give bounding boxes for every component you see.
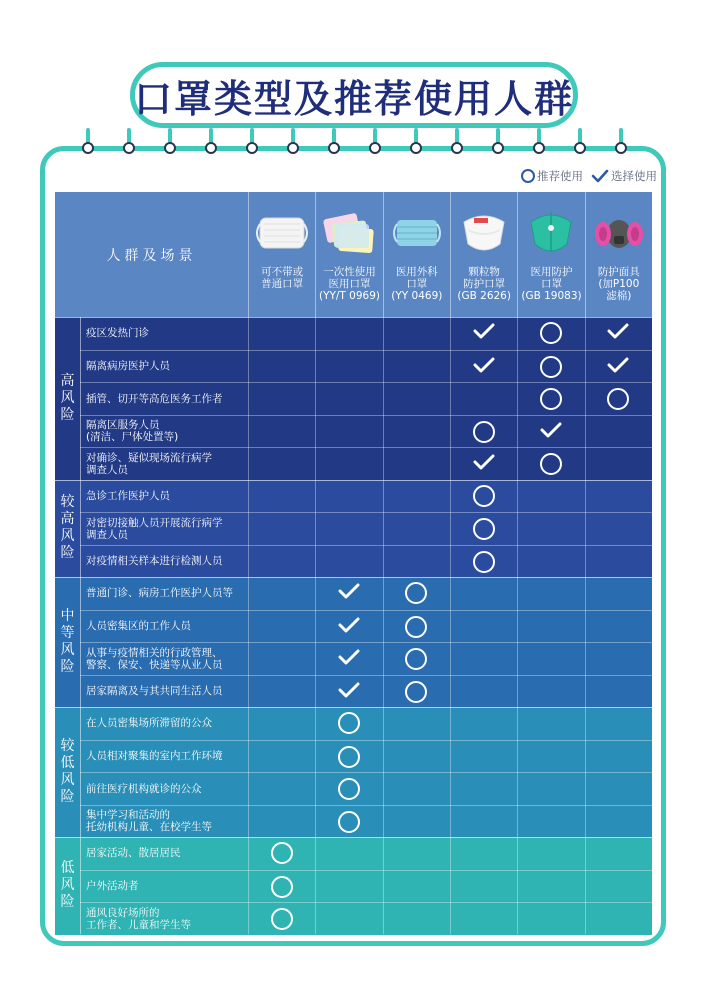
circle-icon: [540, 356, 562, 378]
table-row: [80, 740, 652, 773]
check-icon: [338, 616, 360, 638]
row-label: 通风良好场所的 工作者、儿童和学生等: [86, 906, 191, 931]
circle-icon: [521, 169, 535, 183]
circle-icon: [271, 908, 293, 930]
check-icon: [607, 356, 629, 378]
row-label: 对疫情相关样本进行检测人员: [86, 555, 223, 568]
circle-icon: [405, 648, 427, 670]
table-row: [80, 480, 652, 513]
row-label: 对确诊、疑似现场流行病学 调查人员: [86, 451, 212, 476]
table-header: [55, 192, 652, 317]
column-header-label: 一次性使用 医用口罩 (YY/T 0969): [318, 266, 380, 302]
table-row: [80, 805, 652, 838]
check-icon: [338, 648, 360, 670]
table-row: [80, 512, 652, 545]
column-header-label: 颗粒物 防护口罩 (GB 2626): [457, 266, 511, 302]
check-icon: [607, 322, 629, 344]
spiral-ring: [613, 128, 629, 158]
row-label: 居家隔离及与其共同生活人员: [86, 685, 223, 698]
table-row: [80, 447, 652, 480]
risk-group-label: 中 等 风 险: [60, 608, 75, 675]
table-row: [80, 870, 652, 903]
circle-icon: [338, 778, 360, 800]
spiral-ring: [162, 128, 178, 158]
check-icon: [473, 356, 495, 378]
check-icon: [473, 453, 495, 475]
spiral-ring: [326, 128, 342, 158]
spiral-ring: [203, 128, 219, 158]
row-label: 隔离区服务人员 (清洁、尸体处置等): [86, 419, 179, 444]
gas-mask-icon: [591, 204, 647, 260]
circle-icon: [473, 421, 495, 443]
table-row: [80, 382, 652, 415]
circle-icon: [405, 582, 427, 604]
row-label: 从事与疫情相关的行政管理、 警察、保安、快递等从业人员: [86, 646, 223, 671]
circle-icon: [338, 712, 360, 734]
column-divider: [517, 317, 518, 934]
table-row: [80, 675, 652, 708]
check-icon: [540, 421, 562, 443]
title-banner: [130, 62, 578, 128]
column-header: [517, 192, 584, 317]
row-label: 人员相对聚集的室内工作环境: [86, 750, 223, 763]
spiral-ring: [80, 128, 96, 158]
check-icon: [473, 322, 495, 344]
row-label: 急诊工作医护人员: [86, 489, 170, 502]
column-header: [248, 192, 315, 317]
spiral-ring: [449, 128, 465, 158]
circle-icon: [540, 388, 562, 410]
spiral-ring: [572, 128, 588, 158]
table-row: [80, 837, 652, 870]
risk-group-label: 较 低 风 险: [60, 738, 75, 805]
column-divider: [315, 317, 316, 934]
circle-icon: [405, 616, 427, 638]
row-label: 对密切接触人员开展流行病学 调查人员: [86, 516, 223, 541]
circle-icon: [540, 322, 562, 344]
table-row: [80, 317, 652, 350]
row-label: 居家活动、散居居民: [86, 847, 181, 860]
column-divider: [80, 317, 81, 934]
table-row: [80, 415, 652, 448]
column-divider: [450, 317, 451, 934]
spiral-ring: [408, 128, 424, 158]
check-icon: [338, 681, 360, 703]
table-row: [80, 902, 652, 935]
column-header-label: 医用外科 口罩 (YY 0469): [391, 266, 443, 302]
row-label: 在人员密集场所滞留的公众: [86, 717, 212, 730]
spiral-ring: [531, 128, 547, 158]
circle-icon: [271, 842, 293, 864]
spiral-ring: [121, 128, 137, 158]
disposable-mask-icon: [321, 204, 377, 260]
row-label: 普通门诊、病房工作医护人员等: [86, 587, 233, 600]
particulate-respirator-icon: [456, 204, 512, 260]
circle-icon: [338, 746, 360, 768]
check-icon: [338, 582, 360, 604]
table-row: [80, 610, 652, 643]
spiral-ring: [244, 128, 260, 158]
table-row: [80, 772, 652, 805]
row-label: 疫区发热门诊: [86, 327, 149, 340]
header-scenario-label: 人群及场景: [106, 247, 197, 264]
table-row: [80, 350, 652, 383]
column-header-label: 防护面具 (加P100 滤棉): [597, 266, 640, 302]
row-label: 前往医疗机构就诊的公众: [86, 782, 202, 795]
table-row: [80, 707, 652, 740]
page-title: 口罩类型及推荐使用人群: [134, 76, 575, 121]
column-header: [315, 192, 382, 317]
legend: [521, 168, 657, 184]
circle-icon: [540, 453, 562, 475]
column-header-label: 医用防护 口罩 (GB 19083): [521, 266, 582, 302]
column-divider: [248, 317, 249, 934]
column-header: [585, 192, 652, 317]
circle-icon: [473, 518, 495, 540]
circle-icon: [607, 388, 629, 410]
table-row: [80, 642, 652, 675]
circle-icon: [405, 681, 427, 703]
column-header-label: 可不带或 普通口罩: [261, 266, 304, 290]
circle-icon: [473, 551, 495, 573]
spiral-ring: [367, 128, 383, 158]
row-label: 隔离病房医护人员: [86, 360, 170, 373]
column-divider: [383, 317, 384, 934]
cotton-mask-icon: [254, 204, 310, 260]
table-row: [80, 545, 652, 578]
column-header: [450, 192, 517, 317]
row-label: 人员密集区的工作人员: [86, 620, 191, 633]
circle-icon: [271, 876, 293, 898]
risk-group-label: 高 风 险: [60, 372, 75, 423]
surgical-mask-icon: [389, 204, 445, 260]
check-icon: [591, 169, 609, 183]
legend-recommend: [521, 168, 583, 184]
medical-n95-icon: [523, 204, 579, 260]
table-row: [80, 577, 652, 610]
circle-icon: [338, 811, 360, 833]
column-divider: [585, 317, 586, 934]
mask-recommendation-table: [55, 192, 652, 934]
spiral-ring: [285, 128, 301, 158]
row-label: 集中学习和活动的 托幼机构儿童、在校学生等: [86, 809, 212, 834]
circle-icon: [473, 485, 495, 507]
spiral-ring: [490, 128, 506, 158]
risk-group-label: 较 高 风 险: [60, 494, 75, 562]
legend-optional-label: 选择使用: [611, 169, 657, 183]
row-label: 户外活动者: [86, 880, 139, 893]
column-header: [383, 192, 450, 317]
row-label: 插管、切开等高危医务工作者: [86, 392, 223, 405]
risk-group-label: 低 风 险: [60, 860, 75, 911]
legend-optional: [591, 168, 657, 184]
legend-recommend-label: 推荐使用: [537, 169, 583, 183]
